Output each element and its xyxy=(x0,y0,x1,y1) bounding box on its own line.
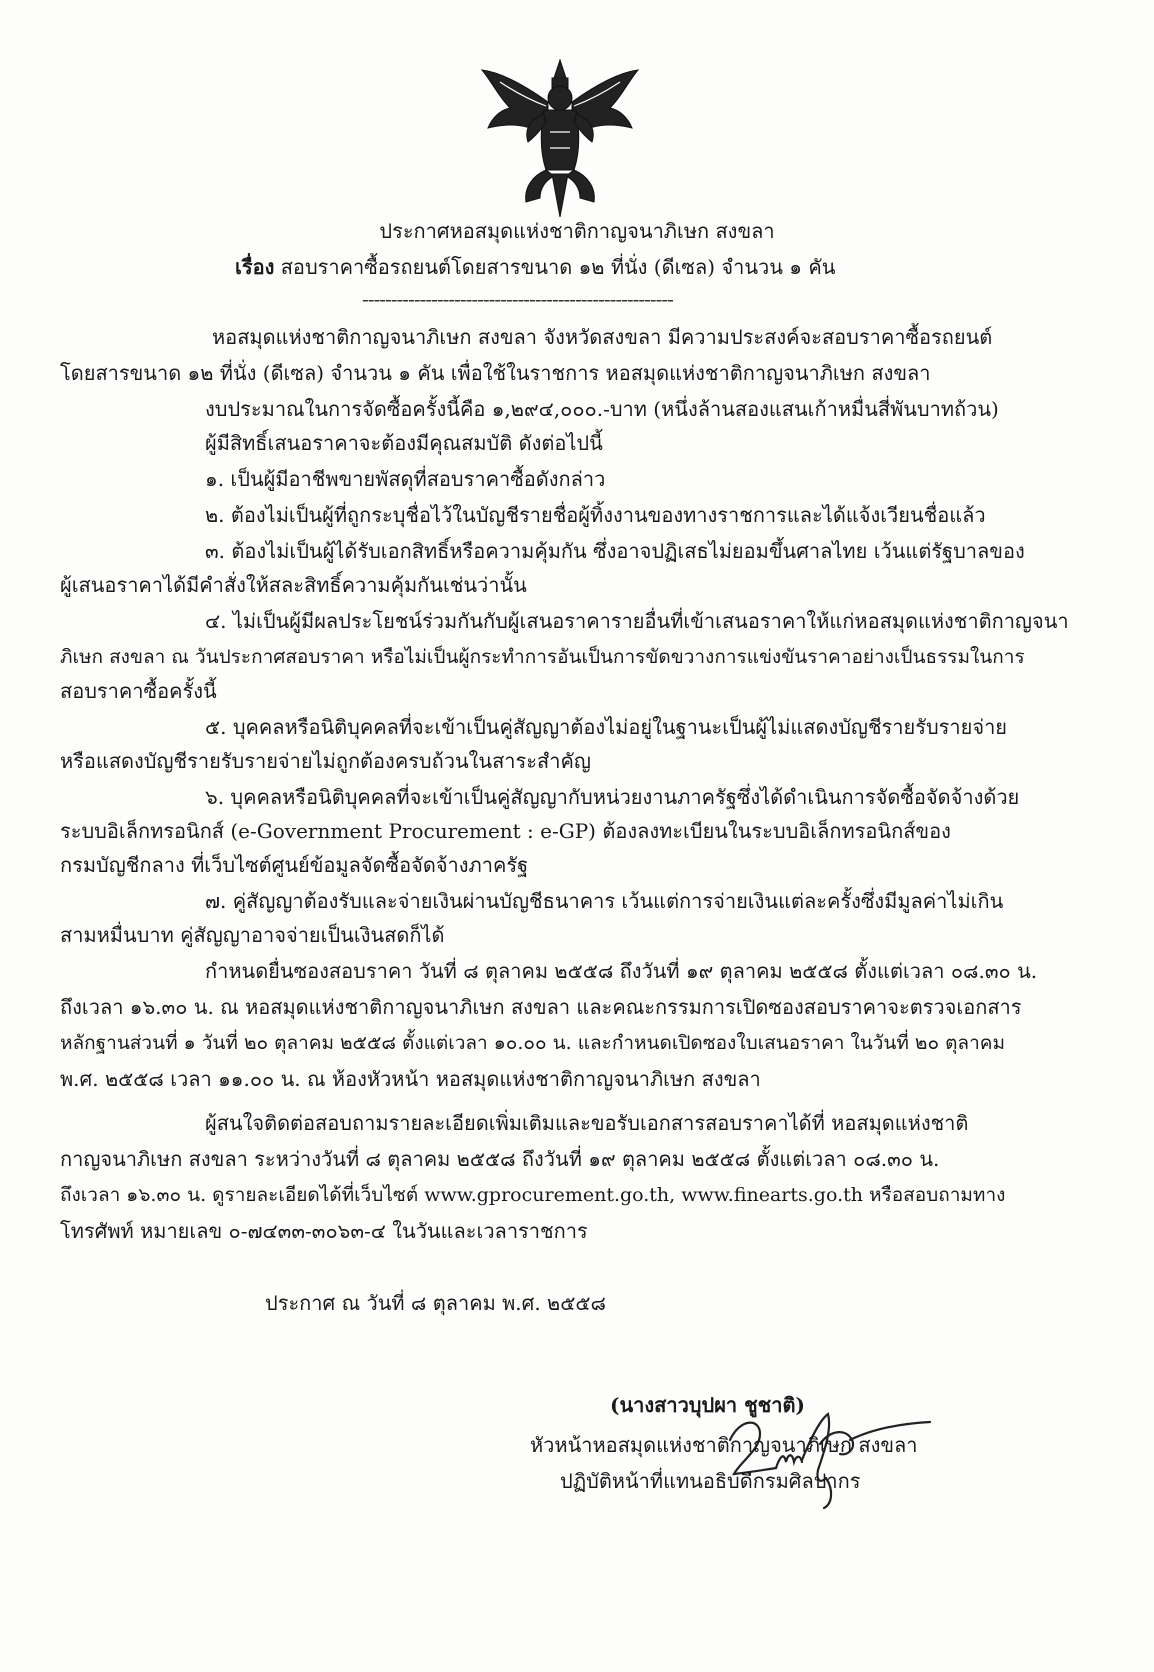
qualification-4-line2: ภิเษก สงขลา ณ วันประกาศสอบราคา หรือไม่เป็นผู้กระทำการอันเป็นการขัดขวางการแข่งขันราคาอย่างเป็นธรรมในการ xyxy=(60,646,1025,668)
qualification-6-line3: กรมบัญชีกลาง ที่เว็บไซต์ศูนย์ข้อมูลจัดซื้อจัดจ้างภาครัฐ xyxy=(60,853,529,877)
qualification-7-line1: ๗. คู่สัญญาต้องรับและจ่ายเงินผ่านบัญชีธนาคาร เว้นแต่การจ่ายเงินแต่ละครั้งซึ่งมีมูลค่าไม่เกิน xyxy=(205,889,1004,913)
contact-line2: กาญจนาภิเษก สงขลา ระหว่างวันที่ ๘ ตุลาคม ๒๕๕๘ ถึงวันที่ ๑๙ ตุลาคม ๒๕๕๘ ตั้งแต่เวลา ๐๘.๓๐ น. xyxy=(60,1147,940,1171)
signer-position: หัวหน้าหอสมุดแห่งชาติกาญจนาภิเษก สงขลา xyxy=(530,1433,918,1457)
para-intro-line1: หอสมุดแห่งชาติกาญจนาภิเษก สงขลา จังหวัดสงขลา มีความประสงค์จะสอบราคาซื้อรถยนต์ xyxy=(212,325,993,349)
contact-line1: ผู้สนใจติดต่อสอบถามรายละเอียดเพิ่มเติมและขอรับเอกสารสอบราคาได้ที่ หอสมุดแห่งชาติ xyxy=(205,1111,969,1135)
schedule-line1: กำหนดยื่นซองสอบราคา วันที่ ๘ ตุลาคม ๒๕๕๘ ถึงวันที่ ๑๙ ตุลาคม ๒๕๕๘ ตั้งแต่เวลา ๐๘.๓๐ น. xyxy=(205,959,1038,983)
para-intro-line2: โดยสารขนาด ๑๒ ที่นั่ง (ดีเซล) จำนวน ๑ คัน เพื่อใช้ในราชการ หอสมุดแห่งชาติกาญจนาภิเษก สงขลา xyxy=(60,361,931,385)
schedule-line2: ถึงเวลา ๑๖.๓๐ น. ณ หอสมุดแห่งชาติกาญจนาภิเษก สงขลา และคณะกรรมการเปิดซองสอบราคาจะตรวจเอกสาร xyxy=(60,995,1022,1019)
subject-line xyxy=(235,254,835,280)
contact-line4: โทรศัพท์ หมายเลข ๐-๗๔๓๓-๓๐๖๓-๔ ในวันและเวลาราชการ xyxy=(60,1219,588,1243)
qualification-4-line1: ๔. ไม่เป็นผู้มีผลประโยชน์ร่วมกันกับผู้เสนอราคารายอื่นที่เข้าเสนอราคาให้แก่หอสมุดแห่งชาติกาญจนา xyxy=(205,609,1069,633)
announcement-date: ประกาศ ณ วันที่ ๘ ตุลาคม พ.ศ. ๒๕๕๘ xyxy=(265,1291,606,1315)
qualification-6-line1: ๖. บุคคลหรือนิติบุคคลที่จะเข้าเป็นคู่สัญญากับหน่วยงานภาครัฐซึ่งได้ดำเนินการจัดซื้อจัดจ้างด้วย xyxy=(205,785,1020,809)
schedule-line3: หลักฐานส่วนที่ ๑ วันที่ ๒๐ ตุลาคม ๒๕๕๘ ตั้งแต่เวลา ๑๐.๐๐ น. และกำหนดเปิดซองใบเสนอราคา ในวันที่ ๒๐ ตุลาคม xyxy=(60,1032,1005,1054)
para-qualifications: ผู้มีสิทธิ์เสนอราคาจะต้องมีคุณสมบัติ ดังต่อไปนี้ xyxy=(205,431,603,455)
qualification-3-line2: ผู้เสนอราคาได้มีคำสั่งให้สละสิทธิ์ความคุ้มกันเช่นว่านั้น xyxy=(60,573,527,597)
para-budget: งบประมาณในการจัดซื้อครั้งนี้คือ ๑,๒๙๔,๐๐๐.-บาท (หนึ่งล้านสองแสนเก้าหมื่นสี่พันบาทถ้วน) xyxy=(205,397,999,421)
subject-label: เรื่อง xyxy=(235,255,275,279)
qualification-5-line2: หรือแสดงบัญชีรายรับรายจ่ายไม่ถูกต้องครบถ้วนในสาระสำคัญ xyxy=(60,749,591,773)
signer-name: (นางสาวบุปผา ชูชาติ) xyxy=(610,1393,805,1417)
announcement-title: ประกาศหอสมุดแห่งชาติกาญจนาภิเษก สงขลา xyxy=(379,219,775,243)
qualification-2: ๒. ต้องไม่เป็นผู้ที่ถูกระบุชื่อไว้ในบัญชีรายชื่อผู้ทิ้งงานของทางราชการและได้แจ้งเวียนชื่อแล้ว xyxy=(205,503,986,527)
qualification-4-line3: สอบราคาซื้อครั้งนี้ xyxy=(60,679,217,703)
qualification-3-line1: ๓. ต้องไม่เป็นผู้ได้รับเอกสิทธิ์หรือความคุ้มกัน ซึ่งอาจปฏิเสธไม่ยอมขึ้นศาลไทย เว้นแต่รัฐบาลของ xyxy=(205,539,1025,563)
garuda-emblem-icon xyxy=(470,52,650,222)
qualification-6-line2: ระบบอิเล็กทรอนิกส์ (e-Government Procurement : e-GP) ต้องลงทะเบียนในระบบอิเล็กทรอนิกส์ของ xyxy=(60,819,951,843)
subject-text: สอบราคาซื้อรถยนต์โดยสารขนาด ๑๒ ที่นั่ง (ดีเซล) จำนวน ๑ คัน xyxy=(280,255,836,279)
qualification-1: ๑. เป็นผู้มีอาชีพขายพัสดุที่สอบราคาซื้อดังกล่าว xyxy=(205,467,606,491)
contact-line3: ถึงเวลา ๑๖.๓๐ น. ดูรายละเอียดได้ที่เว็บไซต์ www.gprocurement.go.th, www.finearts.go.th หรือสอบถามทาง xyxy=(60,1184,1006,1206)
schedule-line4: พ.ศ. ๒๕๕๘ เวลา ๑๑.๐๐ น. ณ ห้องหัวหน้า หอสมุดแห่งชาติกาญจนาภิเษก สงขลา xyxy=(60,1067,761,1091)
signer-acting-position: ปฏิบัติหน้าที่แทนอธิบดีกรมศิลปากร xyxy=(560,1469,861,1493)
divider: ------------------------------------------------------ xyxy=(362,287,673,311)
qualification-7-line2: สามหมื่นบาท คู่สัญญาอาจจ่ายเป็นเงินสดก็ได้ xyxy=(60,923,445,947)
qualification-5-line1: ๕. บุคคลหรือนิติบุคคลที่จะเข้าเป็นคู่สัญญาต้องไม่อยู่ในฐานะเป็นผู้ไม่แสดงบัญชีรายรับรายจ่าย xyxy=(205,715,1008,739)
